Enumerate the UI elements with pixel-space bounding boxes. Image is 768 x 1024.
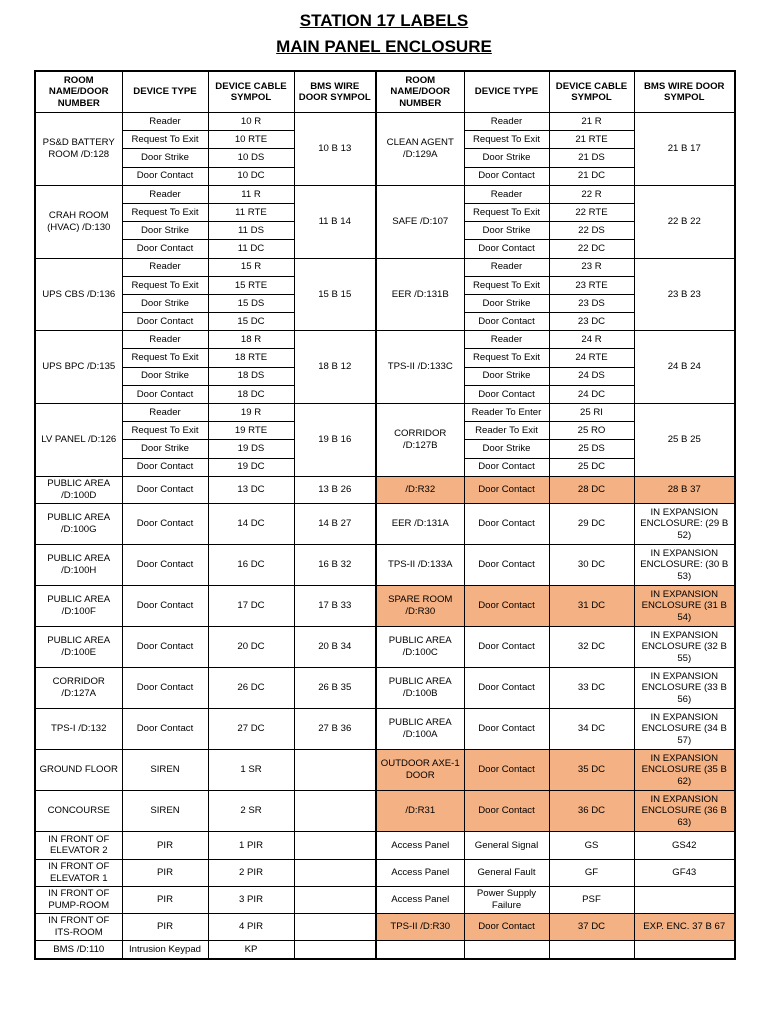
room-name-cell: IN FRONT OF ELEVATOR 1 — [35, 859, 122, 886]
room-name-cell: EER /D:131B — [376, 258, 464, 331]
device-type-cell: Door Strike — [464, 367, 549, 385]
cable-symbol-cell: 17 DC — [208, 585, 294, 626]
device-type-cell: Door Contact — [122, 503, 208, 544]
device-type-cell: Request To Exit — [122, 422, 208, 440]
room-name-cell: PUBLIC AREA /D:100A — [376, 708, 464, 749]
table-row — [35, 859, 735, 886]
cable-symbol-cell: 34 DC — [549, 708, 634, 749]
cable-symbol-cell: 1 PIR — [208, 831, 294, 859]
room-name-cell: BMS /D:110 — [35, 940, 122, 959]
cable-symbol-cell: 25 DC — [549, 458, 634, 476]
device-type-cell — [464, 940, 549, 959]
room-name-cell: /D:R31 — [376, 790, 464, 831]
header-room-left: ROOM NAME/DOOR NUMBER — [35, 71, 122, 113]
header-cable-symbol-left: DEVICE CABLE SYMPOL — [208, 71, 294, 113]
bms-symbol-cell: IN EXPANSION ENCLOSURE: (30 B 53) — [634, 544, 735, 585]
device-type-cell: Door Contact — [464, 240, 549, 258]
cable-symbol-cell: 28 DC — [549, 476, 634, 503]
cable-symbol-cell: 16 DC — [208, 544, 294, 585]
device-type-cell: Reader — [122, 331, 208, 349]
table-row — [35, 708, 735, 749]
device-type-cell: Door Strike — [464, 440, 549, 458]
cable-symbol-cell: 21 RTE — [549, 131, 634, 149]
device-type-cell: PIR — [122, 859, 208, 886]
bms-symbol-cell: 22 B 22 — [634, 185, 735, 258]
device-type-cell: Door Contact — [122, 544, 208, 585]
device-type-cell: Door Strike — [122, 149, 208, 167]
table-row — [35, 940, 735, 959]
device-type-cell: SIREN — [122, 790, 208, 831]
cable-symbol-cell: 10 RTE — [208, 131, 294, 149]
bms-symbol-cell: 26 B 35 — [294, 667, 376, 708]
device-type-cell: Door Contact — [122, 626, 208, 667]
room-name-cell: PUBLIC AREA /D:100B — [376, 667, 464, 708]
room-name-cell: PUBLIC AREA /D:100F — [35, 585, 122, 626]
table-row — [35, 404, 735, 422]
table-row — [35, 585, 735, 626]
bms-symbol-cell: IN EXPANSION ENCLOSURE (32 B 55) — [634, 626, 735, 667]
cable-symbol-cell: 22 DC — [549, 240, 634, 258]
device-type-cell: Door Strike — [122, 294, 208, 312]
device-type-cell: Door Contact — [122, 667, 208, 708]
device-type-cell: Door Contact — [122, 458, 208, 476]
cable-symbol-cell: 14 DC — [208, 503, 294, 544]
device-type-cell: Door Contact — [122, 167, 208, 185]
device-type-cell: Intrusion Keypad — [122, 940, 208, 959]
cable-symbol-cell: 24 DC — [549, 385, 634, 403]
device-type-cell: Request To Exit — [464, 131, 549, 149]
room-name-cell: Access Panel — [376, 886, 464, 913]
cable-symbol-cell: 36 DC — [549, 790, 634, 831]
cable-symbol-cell: 23 DS — [549, 294, 634, 312]
room-name-cell: CORRIDOR /D:127B — [376, 404, 464, 477]
device-type-cell: Reader — [122, 404, 208, 422]
bms-symbol-cell — [294, 749, 376, 790]
device-type-cell: Door Contact — [464, 313, 549, 331]
cable-symbol-cell: 15 R — [208, 258, 294, 276]
device-type-cell: Reader To Enter — [464, 404, 549, 422]
room-name-cell: GROUND FLOOR — [35, 749, 122, 790]
cable-symbol-cell: 25 RO — [549, 422, 634, 440]
cable-symbol-cell: GS — [549, 831, 634, 859]
table-row — [35, 886, 735, 913]
device-type-cell: Door Contact — [464, 913, 549, 940]
room-name-cell: CORRIDOR /D:127A — [35, 667, 122, 708]
bms-symbol-cell: 20 B 34 — [294, 626, 376, 667]
cable-symbol-cell: 11 R — [208, 185, 294, 203]
cable-symbol-cell: 31 DC — [549, 585, 634, 626]
cable-symbol-cell: 21 DS — [549, 149, 634, 167]
device-type-cell: Door Contact — [464, 503, 549, 544]
cable-symbol-cell: 13 DC — [208, 476, 294, 503]
device-type-cell: Door Contact — [464, 544, 549, 585]
device-type-cell: Reader — [464, 185, 549, 203]
room-name-cell: UPS CBS /D:136 — [35, 258, 122, 331]
bms-symbol-cell — [294, 831, 376, 859]
bms-symbol-cell — [294, 940, 376, 959]
cable-symbol-cell: 10 R — [208, 113, 294, 131]
cable-symbol-cell: 24 R — [549, 331, 634, 349]
room-name-cell: IN FRONT OF PUMP-ROOM — [35, 886, 122, 913]
cable-symbol-cell: 23 R — [549, 258, 634, 276]
cable-symbol-cell: 23 RTE — [549, 276, 634, 294]
table-row — [35, 626, 735, 667]
cable-symbol-cell: 18 RTE — [208, 349, 294, 367]
device-type-cell: Door Strike — [122, 367, 208, 385]
room-name-cell: PUBLIC AREA /D:100E — [35, 626, 122, 667]
room-name-cell: CRAH ROOM (HVAC) /D:130 — [35, 185, 122, 258]
header-row — [35, 71, 735, 113]
room-name-cell: TPS-II /D:133A — [376, 544, 464, 585]
cable-symbol-cell: 24 RTE — [549, 349, 634, 367]
bms-symbol-cell — [294, 790, 376, 831]
device-type-cell: Reader — [122, 258, 208, 276]
cable-symbol-cell: 20 DC — [208, 626, 294, 667]
device-type-cell: Reader — [122, 185, 208, 203]
room-name-cell: PUBLIC AREA /D:100D — [35, 476, 122, 503]
bms-symbol-cell: 14 B 27 — [294, 503, 376, 544]
cable-symbol-cell: 29 DC — [549, 503, 634, 544]
device-type-cell: Door Contact — [122, 313, 208, 331]
device-type-cell: Request To Exit — [122, 276, 208, 294]
cable-symbol-cell: 18 DC — [208, 385, 294, 403]
document-title: STATION 17 LABELS — [299, 11, 469, 30]
device-type-cell: PIR — [122, 886, 208, 913]
cable-symbol-cell: 33 DC — [549, 667, 634, 708]
room-name-cell — [376, 940, 464, 959]
table-row — [35, 790, 735, 831]
cable-symbol-cell: 11 RTE — [208, 203, 294, 221]
room-name-cell: IN FRONT OF ELEVATOR 2 — [35, 831, 122, 859]
cable-symbol-cell: 10 DS — [208, 149, 294, 167]
room-name-cell: PUBLIC AREA /D:100H — [35, 544, 122, 585]
table-row — [35, 913, 735, 940]
header-room-right: ROOM NAME/DOOR NUMBER — [376, 71, 464, 113]
room-name-cell: TPS-I /D:132 — [35, 708, 122, 749]
room-name-cell: PS&D BATTERY ROOM /D:128 — [35, 113, 122, 186]
cable-symbol-cell: 26 DC — [208, 667, 294, 708]
cable-symbol-cell: 18 DS — [208, 367, 294, 385]
device-type-cell: Request To Exit — [464, 349, 549, 367]
table-row — [35, 544, 735, 585]
bms-symbol-cell — [634, 940, 735, 959]
bms-symbol-cell — [294, 859, 376, 886]
device-type-cell: Door Strike — [464, 149, 549, 167]
bms-symbol-cell: IN EXPANSION ENCLOSURE (33 B 56) — [634, 667, 735, 708]
table-row — [35, 667, 735, 708]
device-type-cell: Request To Exit — [122, 131, 208, 149]
device-type-cell: Door Contact — [122, 385, 208, 403]
bms-symbol-cell: IN EXPANSION ENCLOSURE (35 B 62) — [634, 749, 735, 790]
table-row — [35, 476, 735, 503]
room-name-cell: UPS BPC /D:135 — [35, 331, 122, 404]
room-name-cell: EER /D:131A — [376, 503, 464, 544]
table-row — [35, 503, 735, 544]
device-type-cell: PIR — [122, 913, 208, 940]
cable-symbol-cell: 4 PIR — [208, 913, 294, 940]
device-type-cell: PIR — [122, 831, 208, 859]
device-type-cell: Door Contact — [464, 167, 549, 185]
bms-symbol-cell: 16 B 32 — [294, 544, 376, 585]
cable-symbol-cell: 21 DC — [549, 167, 634, 185]
device-type-cell: Request To Exit — [122, 349, 208, 367]
room-name-cell: CONCOURSE — [35, 790, 122, 831]
device-type-cell: Door Strike — [464, 294, 549, 312]
cable-symbol-cell: 21 R — [549, 113, 634, 131]
table-row — [35, 749, 735, 790]
device-type-cell: Door Contact — [464, 667, 549, 708]
cable-symbol-cell: 37 DC — [549, 913, 634, 940]
cable-symbol-cell: 25 RI — [549, 404, 634, 422]
cable-symbol-cell: 2 SR — [208, 790, 294, 831]
labels-table-body — [35, 113, 735, 959]
device-type-cell: Door Contact — [464, 385, 549, 403]
document-header — [0, 8, 768, 60]
device-type-cell: Door Contact — [122, 585, 208, 626]
room-name-cell: PUBLIC AREA /D:100C — [376, 626, 464, 667]
bms-symbol-cell — [294, 886, 376, 913]
bms-symbol-cell: 24 B 24 — [634, 331, 735, 404]
device-type-cell: Door Contact — [464, 749, 549, 790]
bms-symbol-cell: 19 B 16 — [294, 404, 376, 477]
bms-symbol-cell: 28 B 37 — [634, 476, 735, 503]
bms-symbol-cell: IN EXPANSION ENCLOSURE (34 B 57) — [634, 708, 735, 749]
cable-symbol-cell: 30 DC — [549, 544, 634, 585]
cable-symbol-cell: GF — [549, 859, 634, 886]
header-bms-symbol-right: BMS WIRE DOOR SYMPOL — [634, 71, 735, 113]
header-device-type-right: DEVICE TYPE — [464, 71, 549, 113]
device-type-cell: Reader — [464, 113, 549, 131]
bms-symbol-cell — [294, 913, 376, 940]
room-name-cell: Access Panel — [376, 859, 464, 886]
bms-symbol-cell: 13 B 26 — [294, 476, 376, 503]
room-name-cell: TPS-II /D:R30 — [376, 913, 464, 940]
device-type-cell: Reader — [464, 331, 549, 349]
cable-symbol-cell: 1 SR — [208, 749, 294, 790]
device-type-cell: Reader — [122, 113, 208, 131]
bms-symbol-cell: GS42 — [634, 831, 735, 859]
table-row — [35, 113, 735, 131]
bms-symbol-cell: 18 B 12 — [294, 331, 376, 404]
bms-symbol-cell: 23 B 23 — [634, 258, 735, 331]
cable-symbol-cell: 11 DC — [208, 240, 294, 258]
bms-symbol-cell: IN EXPANSION ENCLOSURE: (29 B 52) — [634, 503, 735, 544]
cable-symbol-cell: 19 DC — [208, 458, 294, 476]
device-type-cell: Door Strike — [122, 222, 208, 240]
bms-symbol-cell: IN EXPANSION ENCLOSURE (36 B 63) — [634, 790, 735, 831]
cable-symbol-cell: 15 RTE — [208, 276, 294, 294]
cable-symbol-cell: 27 DC — [208, 708, 294, 749]
room-name-cell: IN FRONT OF ITS-ROOM — [35, 913, 122, 940]
bms-symbol-cell: 11 B 14 — [294, 185, 376, 258]
device-type-cell: Request To Exit — [464, 203, 549, 221]
device-type-cell: Door Strike — [464, 222, 549, 240]
cable-symbol-cell: 32 DC — [549, 626, 634, 667]
cable-symbol-cell — [549, 940, 634, 959]
device-type-cell: Reader — [464, 258, 549, 276]
room-name-cell: /D:R32 — [376, 476, 464, 503]
cable-symbol-cell: 3 PIR — [208, 886, 294, 913]
device-type-cell: General Fault — [464, 859, 549, 886]
device-type-cell: Door Contact — [464, 476, 549, 503]
cable-symbol-cell: 2 PIR — [208, 859, 294, 886]
bms-symbol-cell: 21 B 17 — [634, 113, 735, 186]
cable-symbol-cell: 25 DS — [549, 440, 634, 458]
cable-symbol-cell: 18 R — [208, 331, 294, 349]
bms-symbol-cell: IN EXPANSION ENCLOSURE (31 B 54) — [634, 585, 735, 626]
device-type-cell: Request To Exit — [122, 203, 208, 221]
cable-symbol-cell: 19 R — [208, 404, 294, 422]
document-subtitle: MAIN PANEL ENCLOSURE — [276, 37, 492, 56]
cable-symbol-cell: 11 DS — [208, 222, 294, 240]
room-name-cell: Access Panel — [376, 831, 464, 859]
device-type-cell: Door Contact — [122, 708, 208, 749]
room-name-cell: TPS-II /D:133C — [376, 331, 464, 404]
device-type-cell: Door Strike — [122, 440, 208, 458]
device-type-cell: Power Supply Failure — [464, 886, 549, 913]
cable-symbol-cell: 15 DC — [208, 313, 294, 331]
room-name-cell: PUBLIC AREA /D:100G — [35, 503, 122, 544]
device-type-cell: Door Contact — [122, 476, 208, 503]
bms-symbol-cell: 15 B 15 — [294, 258, 376, 331]
cable-symbol-cell: 22 RTE — [549, 203, 634, 221]
cable-symbol-cell: 19 RTE — [208, 422, 294, 440]
room-name-cell: OUTDOOR AXE-1 DOOR — [376, 749, 464, 790]
cable-symbol-cell: 10 DC — [208, 167, 294, 185]
cable-symbol-cell: 22 DS — [549, 222, 634, 240]
device-type-cell: Door Contact — [122, 240, 208, 258]
bms-symbol-cell: 17 B 33 — [294, 585, 376, 626]
bms-symbol-cell — [634, 886, 735, 913]
header-device-type-left: DEVICE TYPE — [122, 71, 208, 113]
cable-symbol-cell: KP — [208, 940, 294, 959]
cable-symbol-cell: PSF — [549, 886, 634, 913]
room-name-cell: LV PANEL /D:126 — [35, 404, 122, 477]
cable-symbol-cell: 19 DS — [208, 440, 294, 458]
device-type-cell: Reader To Exit — [464, 422, 549, 440]
room-name-cell: CLEAN AGENT /D:129A — [376, 113, 464, 186]
cable-symbol-cell: 24 DS — [549, 367, 634, 385]
device-type-cell: Door Contact — [464, 626, 549, 667]
cable-symbol-cell: 15 DS — [208, 294, 294, 312]
device-type-cell: Door Contact — [464, 790, 549, 831]
bms-symbol-cell: GF43 — [634, 859, 735, 886]
bms-symbol-cell: 27 B 36 — [294, 708, 376, 749]
table-row — [35, 258, 735, 276]
header-cable-symbol-right: DEVICE CABLE SYMPOL — [549, 71, 634, 113]
table-row — [35, 831, 735, 859]
device-type-cell: Door Contact — [464, 708, 549, 749]
bms-symbol-cell: EXP. ENC. 37 B 67 — [634, 913, 735, 940]
device-type-cell: SIREN — [122, 749, 208, 790]
table-row — [35, 185, 735, 203]
table-row — [35, 331, 735, 349]
room-name-cell: SAFE /D:107 — [376, 185, 464, 258]
header-bms-symbol-left: BMS WIRE DOOR SYMPOL — [294, 71, 376, 113]
bms-symbol-cell: 25 B 25 — [634, 404, 735, 477]
cable-symbol-cell: 35 DC — [549, 749, 634, 790]
cable-symbol-cell: 22 R — [549, 185, 634, 203]
device-type-cell: General Signal — [464, 831, 549, 859]
cable-symbol-cell: 23 DC — [549, 313, 634, 331]
device-type-cell: Door Contact — [464, 458, 549, 476]
labels-table — [34, 70, 736, 960]
device-type-cell: Door Contact — [464, 585, 549, 626]
device-type-cell: Request To Exit — [464, 276, 549, 294]
room-name-cell: SPARE ROOM /D:R30 — [376, 585, 464, 626]
bms-symbol-cell: 10 B 13 — [294, 113, 376, 186]
